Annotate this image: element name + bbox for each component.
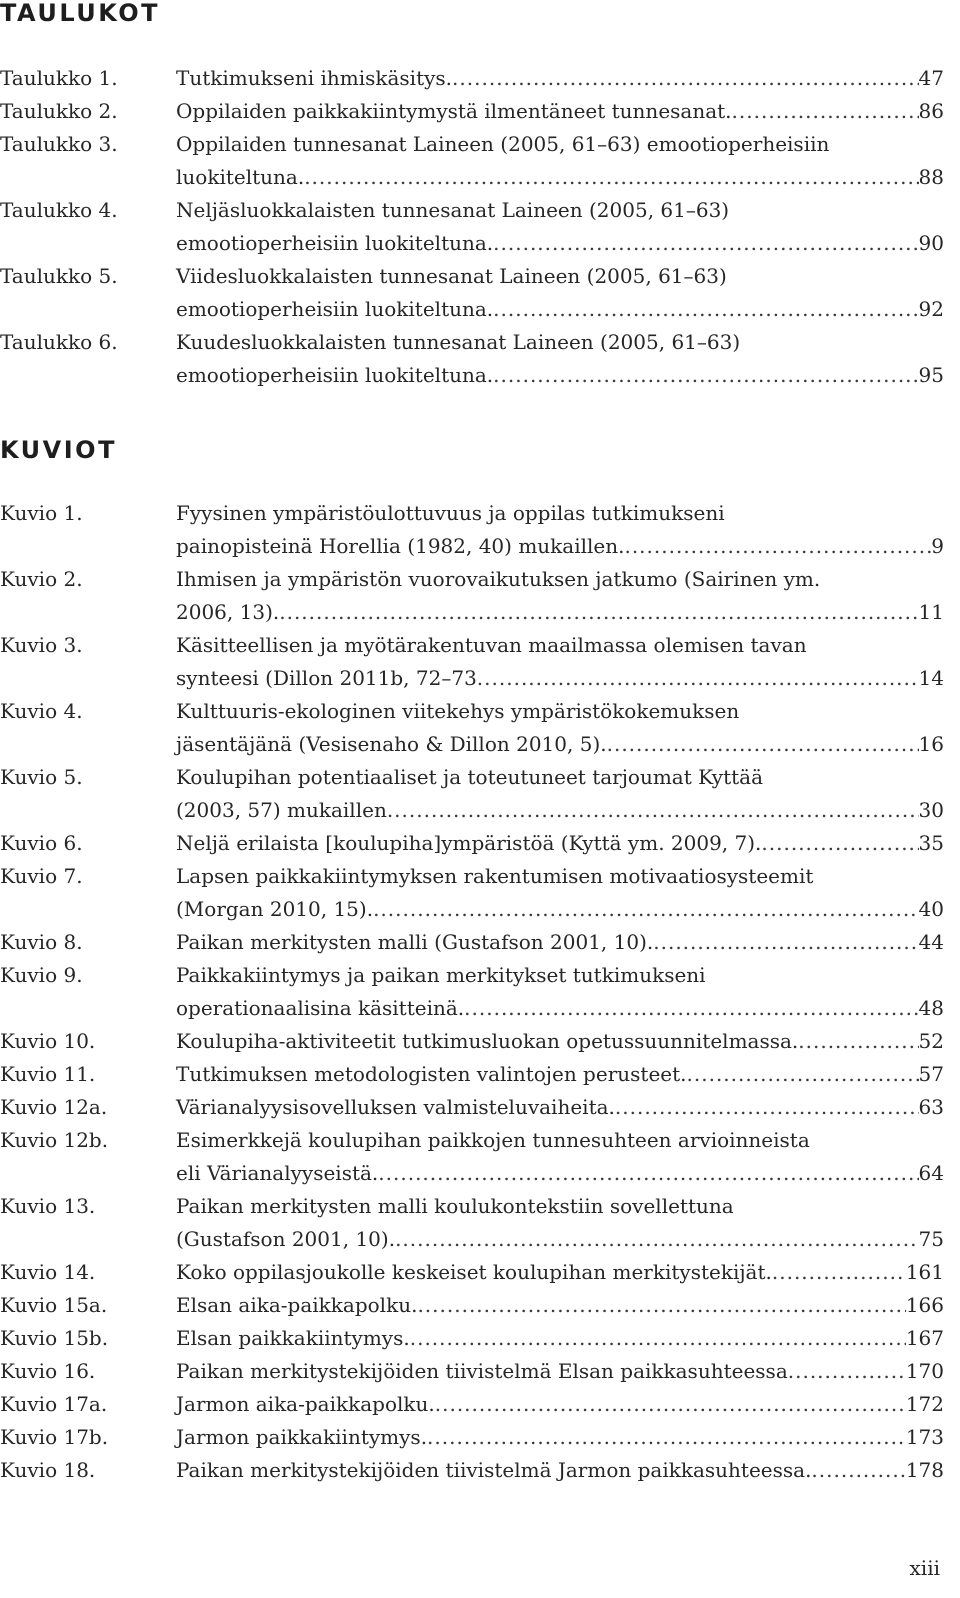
figure-title [176, 1355, 944, 1388]
title-line [176, 95, 944, 128]
figure-label: Kuvio 11. [0, 1062, 96, 1086]
figure-title [176, 1190, 944, 1256]
figure-title [176, 761, 944, 827]
title-line [176, 1091, 944, 1124]
dot-leader [373, 893, 918, 926]
page-ref[interactable]: 40 [918, 897, 944, 921]
dot-leader [387, 794, 919, 827]
title-text: Värianalyysisovelluksen valmisteluvaiheita. [176, 1095, 615, 1119]
figure-label: Kuvio 13. [0, 1194, 96, 1218]
page-ref[interactable]: 178 [905, 1458, 944, 1482]
title-text: emootioperheisiin luokiteltuna. [176, 297, 494, 321]
dot-leader [624, 530, 931, 563]
dot-leader [417, 1289, 905, 1322]
title-line [176, 926, 944, 959]
figure-entry[interactable] [0, 1421, 944, 1454]
figure-label: Kuvio 4. [0, 699, 83, 723]
figure-entry[interactable] [0, 959, 944, 1025]
title-line [176, 326, 944, 359]
title-line [176, 260, 944, 293]
table-title [176, 128, 944, 194]
title-line [176, 1256, 944, 1289]
table-entry[interactable] [0, 326, 944, 392]
dot-leader [452, 62, 919, 95]
title-line [176, 827, 944, 860]
dot-leader [378, 1157, 918, 1190]
table-entry[interactable] [0, 194, 944, 260]
dot-leader [493, 293, 918, 326]
figure-entry[interactable] [0, 1289, 944, 1322]
title-line [176, 1322, 944, 1355]
title-text: Koulupihan potentiaaliset ja toteutuneet tarjoumat Kyttää [176, 765, 764, 789]
title-line [176, 1157, 944, 1190]
dot-leader [395, 1223, 918, 1256]
figure-title [176, 1388, 944, 1421]
title-line [176, 227, 944, 260]
figure-entry[interactable] [0, 926, 944, 959]
title-text: Käsitteellisen ja myötärakentuvan maailmassa olemisen tavan [176, 633, 807, 657]
figure-title [176, 1124, 944, 1190]
dot-leader [477, 662, 919, 695]
title-text: emootioperheisiin luokiteltuna. [176, 231, 494, 255]
title-line [176, 497, 944, 530]
title-line [176, 1025, 944, 1058]
page-ref[interactable]: 95 [918, 363, 944, 387]
figure-entry[interactable] [0, 1322, 944, 1355]
table-label: Taulukko 2. [0, 99, 118, 123]
dot-leader [798, 1025, 918, 1058]
figure-label: Kuvio 9. [0, 963, 83, 987]
page-ref[interactable]: 14 [918, 666, 944, 690]
page-ref[interactable]: 44 [918, 930, 944, 954]
table-label: Taulukko 5. [0, 264, 118, 288]
table-title [176, 260, 944, 326]
figure-label: Kuvio 8. [0, 930, 83, 954]
title-text: emootioperheisiin luokiteltuna. [176, 363, 494, 387]
title-text: Oppilaiden tunnesanat Laineen (2005, 61–63) emootioperheisiin [176, 132, 830, 156]
page-ref[interactable]: 57 [918, 1062, 944, 1086]
figure-label: Kuvio 5. [0, 765, 83, 789]
figure-title [176, 1256, 944, 1289]
page-ref[interactable]: 92 [918, 297, 944, 321]
table-title [176, 194, 944, 260]
title-line [176, 194, 944, 227]
title-line [176, 1421, 944, 1454]
figure-entry[interactable] [0, 1388, 944, 1421]
title-text: Paikan merkitystekijöiden tiivistelmä Elsan paikkasuhteessa [176, 1359, 788, 1383]
page-ref[interactable]: 166 [905, 1293, 944, 1317]
title-text: Esimerkkejä koulupihan paikkojen tunnesuhteen arvioinneista [176, 1128, 810, 1152]
title-line [176, 530, 944, 563]
title-text: Neljä erilaista [koulupiha]ympäristöä (Kyttä ym. 2009, 7). [176, 831, 762, 855]
figures-list [0, 497, 944, 1487]
title-line [176, 293, 944, 326]
title-text: jäsentäjänä (Vesisenaho & Dillon 2010, 5). [176, 732, 607, 756]
figure-title [176, 497, 944, 563]
figure-title [176, 926, 944, 959]
figure-label: Kuvio 15b. [0, 1326, 109, 1350]
figure-title [176, 959, 944, 1025]
figure-entry[interactable] [0, 1124, 944, 1190]
table-entry[interactable] [0, 128, 944, 194]
figure-label: Kuvio 12b. [0, 1128, 109, 1152]
figure-label: Kuvio 18. [0, 1458, 96, 1482]
title-text: Elsan aika-paikkapolku. [176, 1293, 418, 1317]
page-ref[interactable]: 63 [918, 1095, 944, 1119]
figure-label: Kuvio 17a. [0, 1392, 108, 1416]
title-text: painopisteinä Horellia (1982, 40) mukaillen. [176, 534, 625, 558]
title-text: operationaalisina käsitteinä. [176, 996, 465, 1020]
title-text: synteesi (Dillon 2011b, 72–73 [176, 666, 477, 690]
page-ref[interactable]: 64 [918, 1161, 944, 1185]
title-line [176, 959, 944, 992]
figure-title [176, 629, 944, 695]
dot-leader [615, 1091, 919, 1124]
title-text: 2006, 13). [176, 600, 280, 624]
title-text: (Gustafson 2001, 10). [176, 1227, 396, 1251]
figure-label: Kuvio 2. [0, 567, 83, 591]
figure-title [176, 1058, 944, 1091]
title-text: eli Värianalyyseistä. [176, 1161, 379, 1185]
title-line [176, 1058, 944, 1091]
figure-label: Kuvio 10. [0, 1029, 96, 1053]
figure-label: Kuvio 14. [0, 1260, 96, 1284]
dot-leader [761, 827, 918, 860]
title-line [176, 1124, 944, 1157]
figure-entry[interactable] [0, 827, 944, 860]
figure-entry[interactable] [0, 1058, 944, 1091]
figure-title [176, 1421, 944, 1454]
title-line [176, 992, 944, 1025]
title-text: Neljäsluokkalaisten tunnesanat Laineen (2005, 61–63) [176, 198, 730, 222]
title-line [176, 563, 944, 596]
page-ref[interactable]: 88 [918, 165, 944, 189]
figure-entry[interactable] [0, 1190, 944, 1256]
figure-label: Kuvio 1. [0, 501, 83, 525]
title-line [176, 1223, 944, 1256]
title-text: Jarmon paikkakiintymys. [176, 1425, 428, 1449]
title-text: (Morgan 2010, 15). [176, 897, 374, 921]
page-ref[interactable]: 48 [918, 996, 944, 1020]
table-label: Taulukko 6. [0, 330, 118, 354]
title-text: Lapsen paikkakiintymyksen rakentumisen motivaatiosysteemit [176, 864, 814, 888]
title-line [176, 728, 944, 761]
title-text: Kulttuuris-ekologinen viitekehys ympäristökokemuksen [176, 699, 740, 723]
figure-entry[interactable] [0, 563, 944, 629]
title-text: (2003, 57) mukaillen [176, 798, 387, 822]
figure-label: Kuvio 17b. [0, 1425, 109, 1449]
title-line [176, 794, 944, 827]
dot-leader [493, 359, 918, 392]
page-ref[interactable]: 172 [905, 1392, 944, 1416]
title-line [176, 128, 944, 161]
figure-entry[interactable] [0, 497, 944, 563]
dot-leader [493, 227, 918, 260]
page-ref[interactable]: 35 [918, 831, 944, 855]
dot-leader [279, 596, 918, 629]
dot-leader [464, 992, 918, 1025]
dot-leader [435, 1388, 906, 1421]
figure-label: Kuvio 16. [0, 1359, 96, 1383]
title-line [176, 1190, 944, 1223]
figure-label: Kuvio 3. [0, 633, 83, 657]
title-line [176, 1289, 944, 1322]
figure-title [176, 695, 944, 761]
page-ref[interactable]: 75 [918, 1227, 944, 1251]
figure-entry[interactable] [0, 1256, 944, 1289]
dot-leader [304, 161, 918, 194]
title-text: Koulupiha-aktiviteetit tutkimusluokan opetussuunnitelmassa. [176, 1029, 799, 1053]
title-line [176, 62, 944, 95]
page-ref[interactable]: 167 [905, 1326, 944, 1350]
figure-title [176, 1091, 944, 1124]
page-ref[interactable]: 9 [931, 534, 944, 558]
dot-leader [687, 1058, 919, 1091]
title-text: luokiteltuna. [176, 165, 305, 189]
title-text: Paikan merkitysten malli koulukontekstiin sovellettuna [176, 1194, 734, 1218]
page-ref[interactable]: 170 [905, 1359, 944, 1383]
figure-entry[interactable] [0, 1454, 944, 1487]
page-ref[interactable]: 11 [918, 600, 944, 624]
figure-title [176, 1289, 944, 1322]
figure-title [176, 1025, 944, 1058]
figure-title [176, 1454, 944, 1487]
page-number: xiii [909, 1556, 940, 1580]
page-ref[interactable]: 161 [905, 1260, 944, 1284]
page-ref[interactable]: 86 [918, 99, 944, 123]
figure-entry[interactable] [0, 1025, 944, 1058]
title-line [176, 629, 944, 662]
title-line [176, 695, 944, 728]
figure-entry[interactable] [0, 1091, 944, 1124]
table-label: Taulukko 1. [0, 66, 118, 90]
title-line [176, 1355, 944, 1388]
page-ref[interactable]: 90 [918, 231, 944, 255]
figure-entry[interactable] [0, 695, 944, 761]
title-text: Oppilaiden paikkakiintymystä ilmentäneet tunnesanat. [176, 99, 732, 123]
table-label: Taulukko 4. [0, 198, 118, 222]
dot-leader [772, 1256, 906, 1289]
page-ref[interactable]: 30 [918, 798, 944, 822]
title-line [176, 359, 944, 392]
title-line [176, 893, 944, 926]
table-entry[interactable] [0, 260, 944, 326]
figure-title [176, 827, 944, 860]
table-title [176, 326, 944, 392]
title-text: Paikkakiintymys ja paikan merkitykset tutkimukseni [176, 963, 706, 987]
figure-entry[interactable] [0, 761, 944, 827]
title-line [176, 596, 944, 629]
title-line [176, 161, 944, 194]
title-text: Elsan paikkakiintymys. [176, 1326, 410, 1350]
dot-leader [427, 1421, 906, 1454]
table-label: Taulukko 3. [0, 132, 118, 156]
table-entry[interactable] [0, 95, 944, 128]
dot-leader [788, 1355, 906, 1388]
title-text: Kuudesluokkalaisten tunnesanat Laineen (2005, 61–63) [176, 330, 741, 354]
figure-entry[interactable] [0, 1355, 944, 1388]
title-text: Paikan merkitystekijöiden tiivistelmä Jarmon paikkasuhteessa. [176, 1458, 812, 1482]
dot-leader [653, 926, 918, 959]
title-line [176, 1454, 944, 1487]
dot-leader [811, 1454, 905, 1487]
figure-label: Kuvio 6. [0, 831, 83, 855]
title-text: Ihmisen ja ympäristön vuorovaikutuksen jatkumo (Sairinen ym. [176, 567, 821, 591]
title-line [176, 860, 944, 893]
tables-heading: TAULUKOT [0, 0, 161, 27]
figure-label: Kuvio 12a. [0, 1095, 108, 1119]
table-title [176, 62, 944, 95]
figure-entry[interactable] [0, 860, 944, 926]
title-text: Paikan merkitysten malli (Gustafson 2001, 10). [176, 930, 654, 954]
title-line [176, 761, 944, 794]
figure-label: Kuvio 15a. [0, 1293, 108, 1317]
page-ref[interactable]: 47 [918, 66, 944, 90]
page-ref[interactable]: 52 [918, 1029, 944, 1053]
page-ref[interactable]: 16 [918, 732, 944, 756]
figures-heading: KUVIOT [0, 436, 117, 464]
figure-label: Kuvio 7. [0, 864, 83, 888]
dot-leader [732, 95, 919, 128]
title-text: Jarmon aika-paikkapolku. [176, 1392, 435, 1416]
title-text: Tutkimukseni ihmiskäsitys. [176, 66, 453, 90]
title-line [176, 1388, 944, 1421]
page-ref[interactable]: 173 [905, 1425, 944, 1449]
figure-entry[interactable] [0, 629, 944, 695]
title-line [176, 662, 944, 695]
dot-leader [607, 728, 919, 761]
figure-title [176, 860, 944, 926]
title-text: Viidesluokkalaisten tunnesanat Laineen (2005, 61–63) [176, 264, 727, 288]
figure-title [176, 1322, 944, 1355]
title-text: Koko oppilasjoukolle keskeiset koulupihan merkitystekijät. [176, 1260, 772, 1284]
tables-list [0, 62, 944, 392]
table-title [176, 95, 944, 128]
dot-leader [410, 1322, 906, 1355]
title-text: Fyysinen ympäristöulottuvuus ja oppilas tutkimukseni [176, 501, 725, 525]
title-text: Tutkimuksen metodologisten valintojen perusteet. [176, 1062, 687, 1086]
figure-title [176, 563, 944, 629]
table-entry[interactable] [0, 62, 944, 95]
